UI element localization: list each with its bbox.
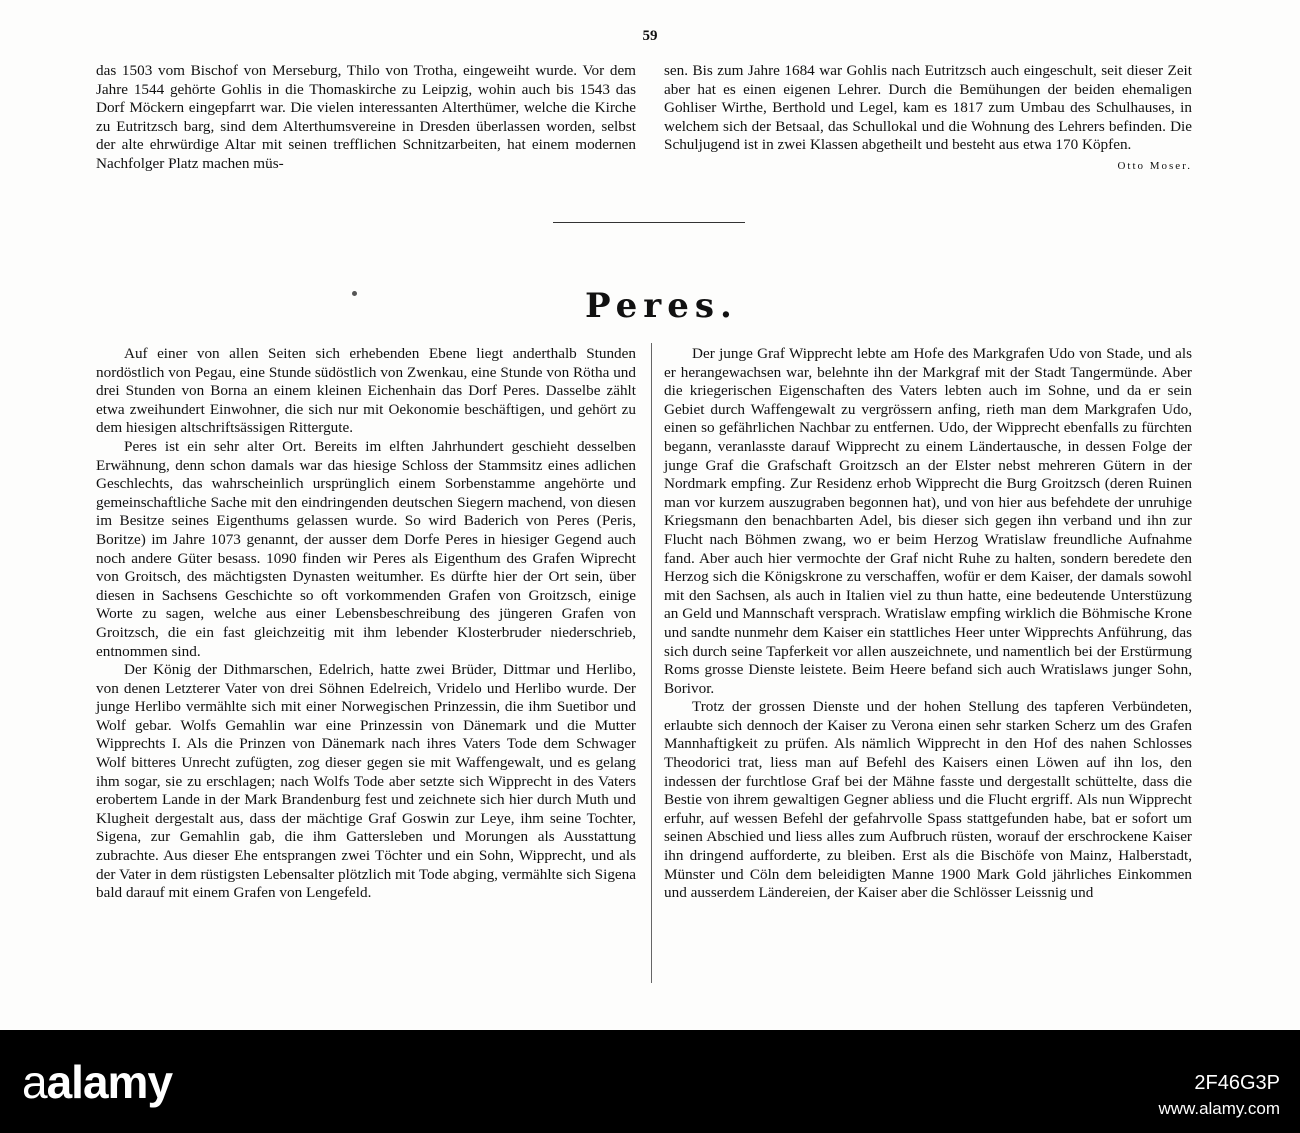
- paragraph: Peres ist ein sehr alter Ort. Bereits im elften Jahrhundert geschieht desselben Erwähnung, denn schon damals war das hiesige Schloss der Stammsitz eines adlichen Geschlechts, das wahrscheinlich ursprünglich einem Sorbenstamme angehörte und gemeinschaftliche Sache mit den eindringenden deutschen Siegern machend, von diesen im Besitze seines Eigenthums gelassen wurde. So wird Baderich von Peres (Peris, Boritze) im Jahre 1073 genannt, der ausser dem Dorfe Peres in hiesiger Gegend auch noch andere Güter besass. 1090 finden wir Peres als Eigenthum des Grafen Wiprecht von Groitsch, des mächtigsten Dynasten weitumher. Es dürfte hier der Ort sein, über diesen in Sachsens Geschichte so oft vorkommenden Grafen von Groitzsch, einige Worte zu sagen, welche aus einer Lebensbeschreibung des jüngeren Grafen von Groitzsch, die ein fast gleichzeitig mit ihm lebender Klosterbruder niederschrieb, entnommen sind.: [96, 437, 636, 660]
- top-right-column: [664, 62, 1192, 176]
- paragraph-text: sen. Bis zum Jahre 1684 war Gohlis nach Eutritzsch auch eingeschult, seit dieser Zeit aber hat es einen eigenen Lehrer. Durch die Bemühungen der beiden ehemaligen Gohliser Wirthe, Berthold und Legel, kam es 1817 zum Umbau des Schulhauses, in welchem sich der Betsaal, das Schullokal und die Wohnung des Lehrers befinden. Die Schuljugend ist in zwei Klassen abgetheilt und besteht aus etwa 170 Köpfen.: [664, 62, 1192, 154]
- ink-speck: [352, 291, 357, 296]
- watermark-url: www.alamy.com: [1158, 1099, 1280, 1118]
- paragraph: Der junge Graf Wipprecht lebte am Hofe des Markgrafen Udo von Stade, und als er herangewachsen war, belehnte ihn der Markgraf mit der Stadt Tangermünde. Aber die kriegerischen Eigenschaften des Vaters lebten auch im Sohne, und da er sein Gebiet durch Waffengewalt zu vergrössern anfing, rieth man dem Markgrafen Udo, einen so gefährlichen Nachbar zu entfernen. Udo, der Wipprecht ebenfalls zu fürchten begann, veranlasste darauf Wipprecht zu einem Ländertausche, in dessen Folge der junge Graf die Grafschaft Groitzsch an der Elster nebst mehreren Gütern in der Nordmark empfing. Zur Residenz erhob Wipprecht die Burg Groitzsch (deren Ruinen man vor kurzem auszugraben begonnen hat), und von hier aus befehdete der unruhige Kriegsmann den benachbarten Adel, bis dieser sich gegen ihn verband und ihn zur Flucht nach Böhmen zwang, wo er beim Herzog Wratislaw freundliche Aufnahme fand. Aber auch hier vermochte der Graf nicht Ruhe zu halten, sondern beredete den Herzog sich die Königskrone zu verschaffen, wofür er dem Kaiser, der damals sowohl mit den Sachsen, als auch in Italien viel zu thun hatte, eine bedeutende Unterstüzung an Geld und Mannschaft versprach. Wratislaw empfing wirklich die Böhmische Krone und sandte nunmehr dem Kaiser ein stattliches Heer unter Wipprechts Anführung, das sich durch seine Tapferkeit vor allen auszeichnete, und namentlich bei der Erstürmung Roms grosse Dienste leistete. Beim Heere befand sich auch Wratislaws junger Sohn, Borivor.: [664, 345, 1192, 697]
- paragraph: Auf einer von allen Seiten sich erhebenden Ebene liegt anderthalb Stunden nordöstlich von Pegau, eine Stunde südöstlich von Zwenkau, eine Stunde von Rötha und drei Stunden von Borna an einem kleinen Eichenhain das Dorf Peres. Dasselbe zählt etwa zweihundert Einwohner, die sich nur mit Oekonomie beschäftigen, und gehört zu dem hiesigen altschriftsässigen Rittergute.: [96, 345, 636, 437]
- image-id: 2F46G3P: [1194, 1072, 1280, 1094]
- column-divider: [651, 343, 652, 983]
- section-divider: [553, 222, 745, 223]
- top-left-column: [96, 62, 636, 174]
- alamy-logo: aalamy: [22, 1056, 173, 1108]
- page-number: 59: [642, 28, 658, 44]
- right-column: [664, 345, 1192, 903]
- paragraph: das 1503 vom Bischof von Merseburg, Thilo von Trotha, eingeweiht wurde. Vor dem Jahre 1544 gehörte Gohlis in die Thomaskirche zu Leipzig, wohin auch bis 1543 das Dorf Möckern eingepfarrt war. Die vielen interessanten Alterthümer, welche die Kirche zu Eutritzsch barg, sind dem Alterthumsvereine in Dresden überlassen worden, selbst der alte ehrwürdige Altar mit seinen trefflichen Schnitzarbeiten, hat einem modernen Nachfolger Platz machen müs-: [96, 62, 636, 172]
- paragraph: [664, 62, 1192, 172]
- left-column: [96, 345, 636, 903]
- paragraph: Der König der Dithmarschen, Edelrich, hatte zwei Brüder, Dittmar und Herlibo, von denen Letzterer Vater von drei Söhnen Edelreich, Vridelo und Herlibo wurde. Der junge Herlibo vermählte sich mit einer Norwegischen Prinzessin, die ihm Suetibor und Wolf gebar. Wolfs Gemahlin war eine Prinzessin von Dänemark und die Mutter Wipprechts I. Als die Prinzen von Dänemark nach ihres Vaters Tode dem Schwager Wolf bitteres Unrecht zufügten, zog dieser gegen sie mit Waffengewalt, und es gelang ihm sogar, sie zu erschlagen; nach Wolfs Tode aber setzte sich Wipprecht in des Vaters erobertem Lande in der Mark Brandenburg fest und zeichnete sich hier durch Muth und Klugheit dergestalt aus, dass der mächtige Graf Goswin zur Leye, ihm seine Tochter, Sigena, zur Gemahlin gab, die ihm Gattersleben und Morungen als Ausstattung zubrachte. Aus dieser Ehe entsprangen zwei Töchter und ein Sohn, Wipprecht, und als der Vater in dem rüstigsten Lebensalter plötzlich mit Tode abging, vermählte sich Sigena bald darauf mit einem Grafen von Lengefeld.: [96, 661, 636, 902]
- article-title: Peres.: [585, 286, 738, 326]
- paragraph: Trotz der grossen Dienste und der hohen Stellung des tapferen Verbündeten, erlaubte sich dennoch der Kaiser zu Verona einen sehr starken Scherz um des Grafen Mannhaftigkeit zu prüfen. Als nämlich Wipprecht in den Hof des nahen Schlosses Theodorici trat, liess man auf Befehl des Kaisers einen Löwen auf ihn los, den indessen der furchtlose Graf bei der Mähne fasste und dergestallt schüttelte, dass die Bestie von ihrem gewaltigen Gegner abliess und die Flucht ergriff. Als nun Wipprecht erfuhr, auf wessen Befehl der gefahrvolle Spass stattgefunden habe, bat er sofort um seinen Abschied und liess alles zum Aufbruch rüsten, worauf der erschrockene Kaiser ihn dringend aufforderte, zu bleiben. Erst als die Bischöfe von Mainz, Halberstadt, Münster und Cöln dem beleidigten Manne 1900 Mark Gold jährliches Einkommen und ausserdem Ländereien, der Kaiser aber die Schlösser Leissnig und: [664, 698, 1192, 902]
- author-signature: Otto Moser.: [1117, 159, 1192, 172]
- watermark-band: [0, 1030, 1300, 1133]
